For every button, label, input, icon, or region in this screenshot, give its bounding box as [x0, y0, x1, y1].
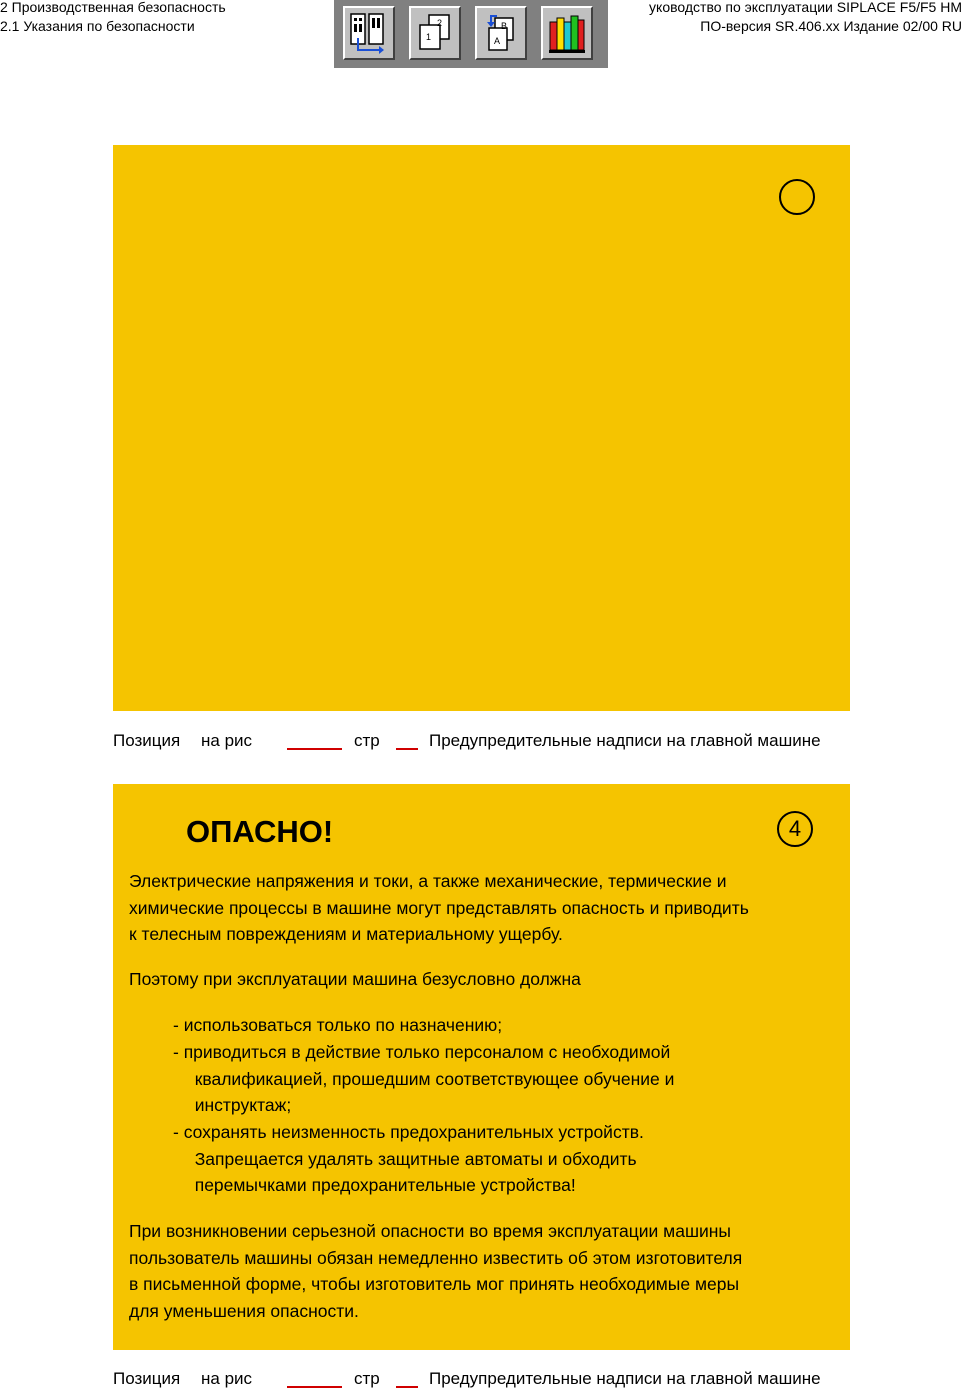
text-line: к телесным повреждениям и материальному ущербу. [129, 924, 563, 945]
caption-figure-label: на рис [201, 1369, 253, 1388]
page-number-blank [396, 748, 418, 750]
caption-figure-label: на рис [201, 731, 253, 750]
page-navigate-button[interactable] [475, 6, 527, 60]
text-line: При возникновении серьезной опасности во время эксплуатации машины [129, 1221, 731, 1241]
svg-text:1: 1 [426, 32, 432, 42]
list-item-continuation: Запрещается удалять защитные автоматы и обходить [185, 1149, 637, 1169]
list-item: - приводиться в действие только персоналом с необходимой [173, 1042, 671, 1062]
danger-label-panel [113, 784, 850, 1350]
figure-number-blank [287, 748, 342, 750]
caption-page-label: стр [354, 1369, 380, 1388]
text-line: для уменьшения опасности. [129, 1301, 359, 1322]
header-subsection: 2.1 Указания по безопасности [0, 18, 195, 34]
danger-paragraph-1 [129, 868, 844, 948]
danger-title: ОПАСНО! [186, 814, 334, 849]
header-section: 2 Производственная безопасность [0, 0, 226, 15]
caption-title: Предупредительные надписи на главной машине [429, 1369, 821, 1388]
warning-label-panel-blank [113, 145, 850, 711]
caption-page-label: стр [354, 731, 380, 750]
text-line: пользователь машины обязан немедленно известить об этом изготовителя [129, 1247, 743, 1268]
caption-title: Предупредительные надписи на главной машине [429, 731, 821, 750]
library-button[interactable] [541, 6, 593, 60]
text-line: химические процессы в машине могут представлять опасность и приводить [129, 897, 749, 918]
list-item-continuation: перемычками предохранительные устройства! [185, 1175, 576, 1195]
navigation-toolbar [334, 0, 608, 68]
list-item: - сохранять неизменность предохранительных устройств. [173, 1122, 644, 1142]
page-layout-button[interactable] [343, 6, 395, 60]
svg-text:B: B [501, 21, 508, 31]
pages-icon [415, 12, 455, 54]
figure-caption [113, 1369, 893, 1391]
text-line: Электрические напряжения и токи, а также механические, термические и [129, 871, 727, 891]
pages-button[interactable] [409, 6, 461, 60]
figure-caption [113, 731, 893, 753]
list-item-continuation: инструктаж; [185, 1095, 292, 1115]
page-number-blank [396, 1386, 418, 1388]
header-manual-title: уководство по эксплуатации SIPLACE F5/F5 HM [649, 0, 962, 15]
danger-paragraph-3 [129, 1218, 844, 1325]
figure-number-blank [287, 1386, 342, 1388]
text-line: в письменной форме, чтобы изготовитель мог принять необходимые меры [129, 1274, 740, 1295]
header-right [649, 0, 962, 36]
list-item: - использоваться только по назначению; [173, 1015, 503, 1035]
position-number-circle [779, 179, 815, 215]
svg-text:2: 2 [437, 18, 443, 28]
page-layout-icon [349, 12, 389, 54]
list-item-continuation: квалификацией, прошедшим соответствующее обучение и [185, 1069, 675, 1089]
header-version: ПО-версия SR.406.xx Издание 02/00 RU [700, 18, 962, 34]
header-left [0, 0, 226, 36]
position-number-circle: 4 [777, 811, 813, 847]
danger-paragraph-2: Поэтому при эксплуатации машина безусловно должна [129, 969, 581, 989]
page-navigate-icon [481, 12, 521, 54]
svg-text:A: A [494, 36, 501, 46]
caption-position-label: Позиция [113, 1369, 181, 1388]
library-books-icon [547, 12, 587, 54]
caption-position-label: Позиция [113, 731, 181, 750]
